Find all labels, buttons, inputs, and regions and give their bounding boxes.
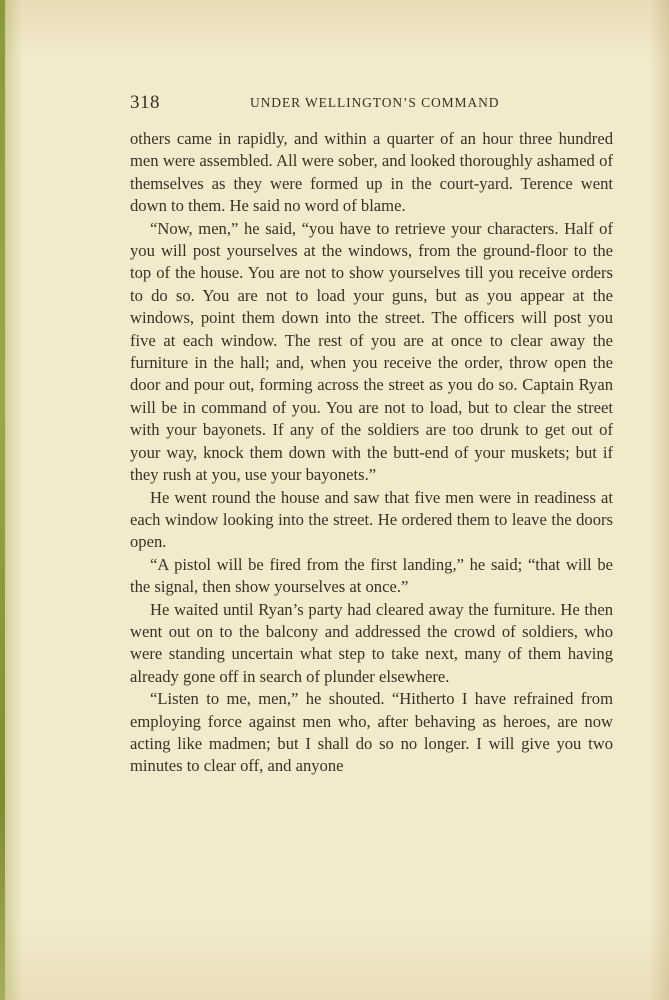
paragraph-3: He went round the house and saw that five men were in readiness at each window looking into the street. He ordered them to leave the doors open. (130, 487, 613, 552)
page-header (130, 92, 613, 114)
book-spine-edge (0, 0, 5, 1000)
paragraph-2: “Now, men,” he said, “you have to retrieve your characters. Half of you will post yourselves at the windows, from the ground-floor to the top of the house. You are not to show yourselves till you receive orders to do so. You are not to load your guns, but as you appear at the windows, point them down into the street. The officers will post you five at each window. The rest of you are at once to clear away the furniture in the hall; and, when you receive the order, throw open the door and pour out, forming across the street as you do so. Captain Ryan will be in command of you. You are not to load, but to clear the street with your bayonets. If any of the soldiers are too drunk to get out of your way, knock them down with the butt-end of your muskets; but if they rush at you, use your bayonets.” (130, 218, 613, 485)
running-head: UNDER WELLINGTON’S COMMAND (250, 95, 500, 110)
body-text (130, 128, 613, 778)
paragraph-5: He waited until Ryan’s party had cleared away the furniture. He then went out on to the balcony and addressed the crowd of soldiers, who were standing uncertain what step to take next, many of them having already gone off in search of plunder elsewhere. (130, 599, 613, 686)
paragraph-4: “A pistol will be fired from the first landing,” he said; “that will be the signal, then show yourselves at once.” (130, 554, 613, 597)
paragraph-1: others came in rapidly, and within a quarter of an hour three hundred men were assembled. All were sober, and looked thoroughly ashamed of themselves as they were formed up in the court-yard. Terence went down to them. He said no word of blame. (130, 129, 613, 216)
page-number: 318 (130, 92, 160, 113)
paragraph-6: “Listen to me, men,” he shouted. “Hitherto I have refrained from employing force against men who, after behaving as heroes, are now acting like madmen; but I shall do so no longer. I will give you two minutes to clear off, and anyone (130, 689, 613, 776)
